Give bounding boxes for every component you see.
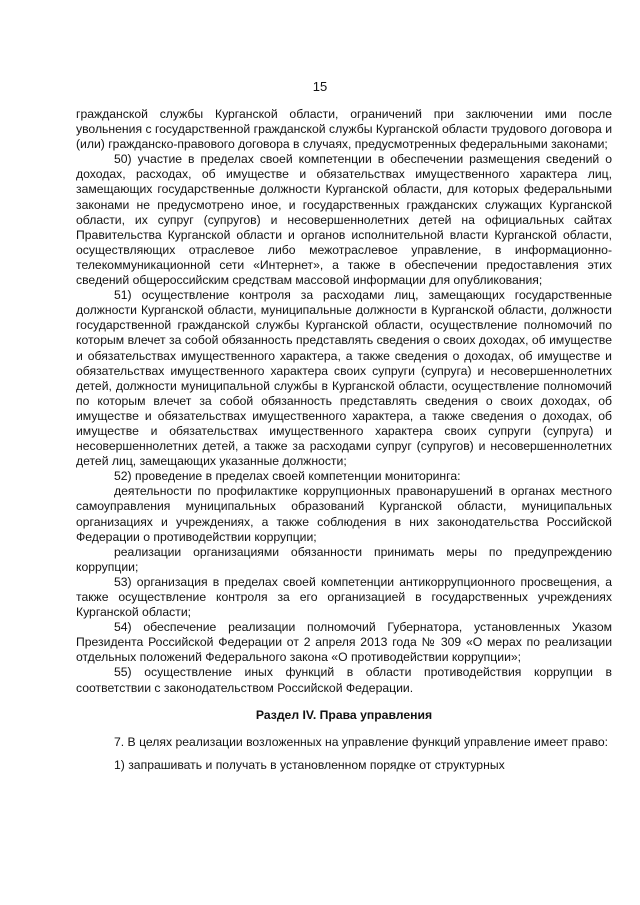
paragraph-continuation: гражданской службы Курганской области, ограничений при заключении ими после увольнения с государственной гражданской службы Курганской области трудового договора и (или) гражданско-правового договора в случаях, предусмотренных федеральными законами; xyxy=(76,107,612,152)
paragraph-item-50: 50) участие в пределах своей компетенции в обеспечении размещения сведений о доходах, расходах, об имуществе и обязательствах имущественного характера лиц, замещающих государственные должности Курганской области, для которых федеральными законами не предусмотрено иное, и государственных гражданских служащих Курганской области, их супруг (супругов) и несовершеннолетних детей на официальных сайтах Правительства Курганской области и органов исполнительной власти Курганской области, осуществляющих отраслевое либо межотраслевое управление, в информационно-телекоммуникационной сети «Интернет», а также в обеспечении предоставления этих сведений общероссийским средствам массовой информации для опубликования; xyxy=(76,152,612,288)
paragraph-item-52-sub-1: деятельности по профилактике коррупционных правонарушений в органах местного самоуправления муниципальных образований Курганской области, муниципальных организациях и учреждениях, а также соблюдения в них законодательства Российской Федерации о противодействии коррупции; xyxy=(76,484,612,544)
paragraph-item-53: 53) организация в пределах своей компетенции антикоррупционного просвещения, а также осуществление контроля за его организацией в государственных учреждениях Курганской области; xyxy=(76,574,612,620)
paragraph-item-52: 52) проведение в пределах своей компетенции мониторинга: xyxy=(114,469,461,484)
paragraph-item-51: 51) осуществление контроля за расходами лиц, замещающих государственные должности Курганской области, муниципальные должности в Курганской области, должности государственной гражданской службы Курганской области, осуществление полномочий по которым влечет за собой обязанность представлять сведения о своих доходах, об имуществе и обязательствах имущественного характера, а также сведения о доходах, об имуществе и обязательствах имущественного характера своих супруги (супруга) и несовершеннолетних детей, должности муниципальной службы в Курганской области, осуществление полномочий по которым влечет за собой обязанность представлять сведения о своих доходах, об имуществе и обязательствах имущественного характера, а также сведения о доходах, об имуществе и обязательствах имущественного характера своих супруги (супруга) и несовершеннолетних детей, а также за расходами супруг (супругов) и несовершеннолетних детей лиц, замещающих указанные должности; xyxy=(76,288,612,469)
clause-7: 7. В целях реализации возложенных на управление функций управление имеет право: xyxy=(114,734,608,749)
paragraph-item-55: 55) осуществление иных функций в области противодействия коррупции в соответствии с законодательством Российской Федерации. xyxy=(76,665,612,695)
document-body xyxy=(76,107,612,773)
paragraph-item-54: 54) обеспечение реализации полномочий Губернатора, установленных Указом Президента Российской Федерации от 2 апреля 2013 года № 309 «О мерах по реализации отдельных положений Федерального закона «О противодействии коррупции»; xyxy=(76,620,612,665)
page-number: 15 xyxy=(312,79,328,94)
clause-7-item-1: 1) запрашивать и получать в установленном порядке от структурных xyxy=(114,757,505,772)
section-heading: Раздел IV. Права управления xyxy=(255,707,433,722)
paragraph-item-52-sub-2: реализации организациями обязанности принимать меры по предупреждению коррупции; xyxy=(76,544,612,574)
